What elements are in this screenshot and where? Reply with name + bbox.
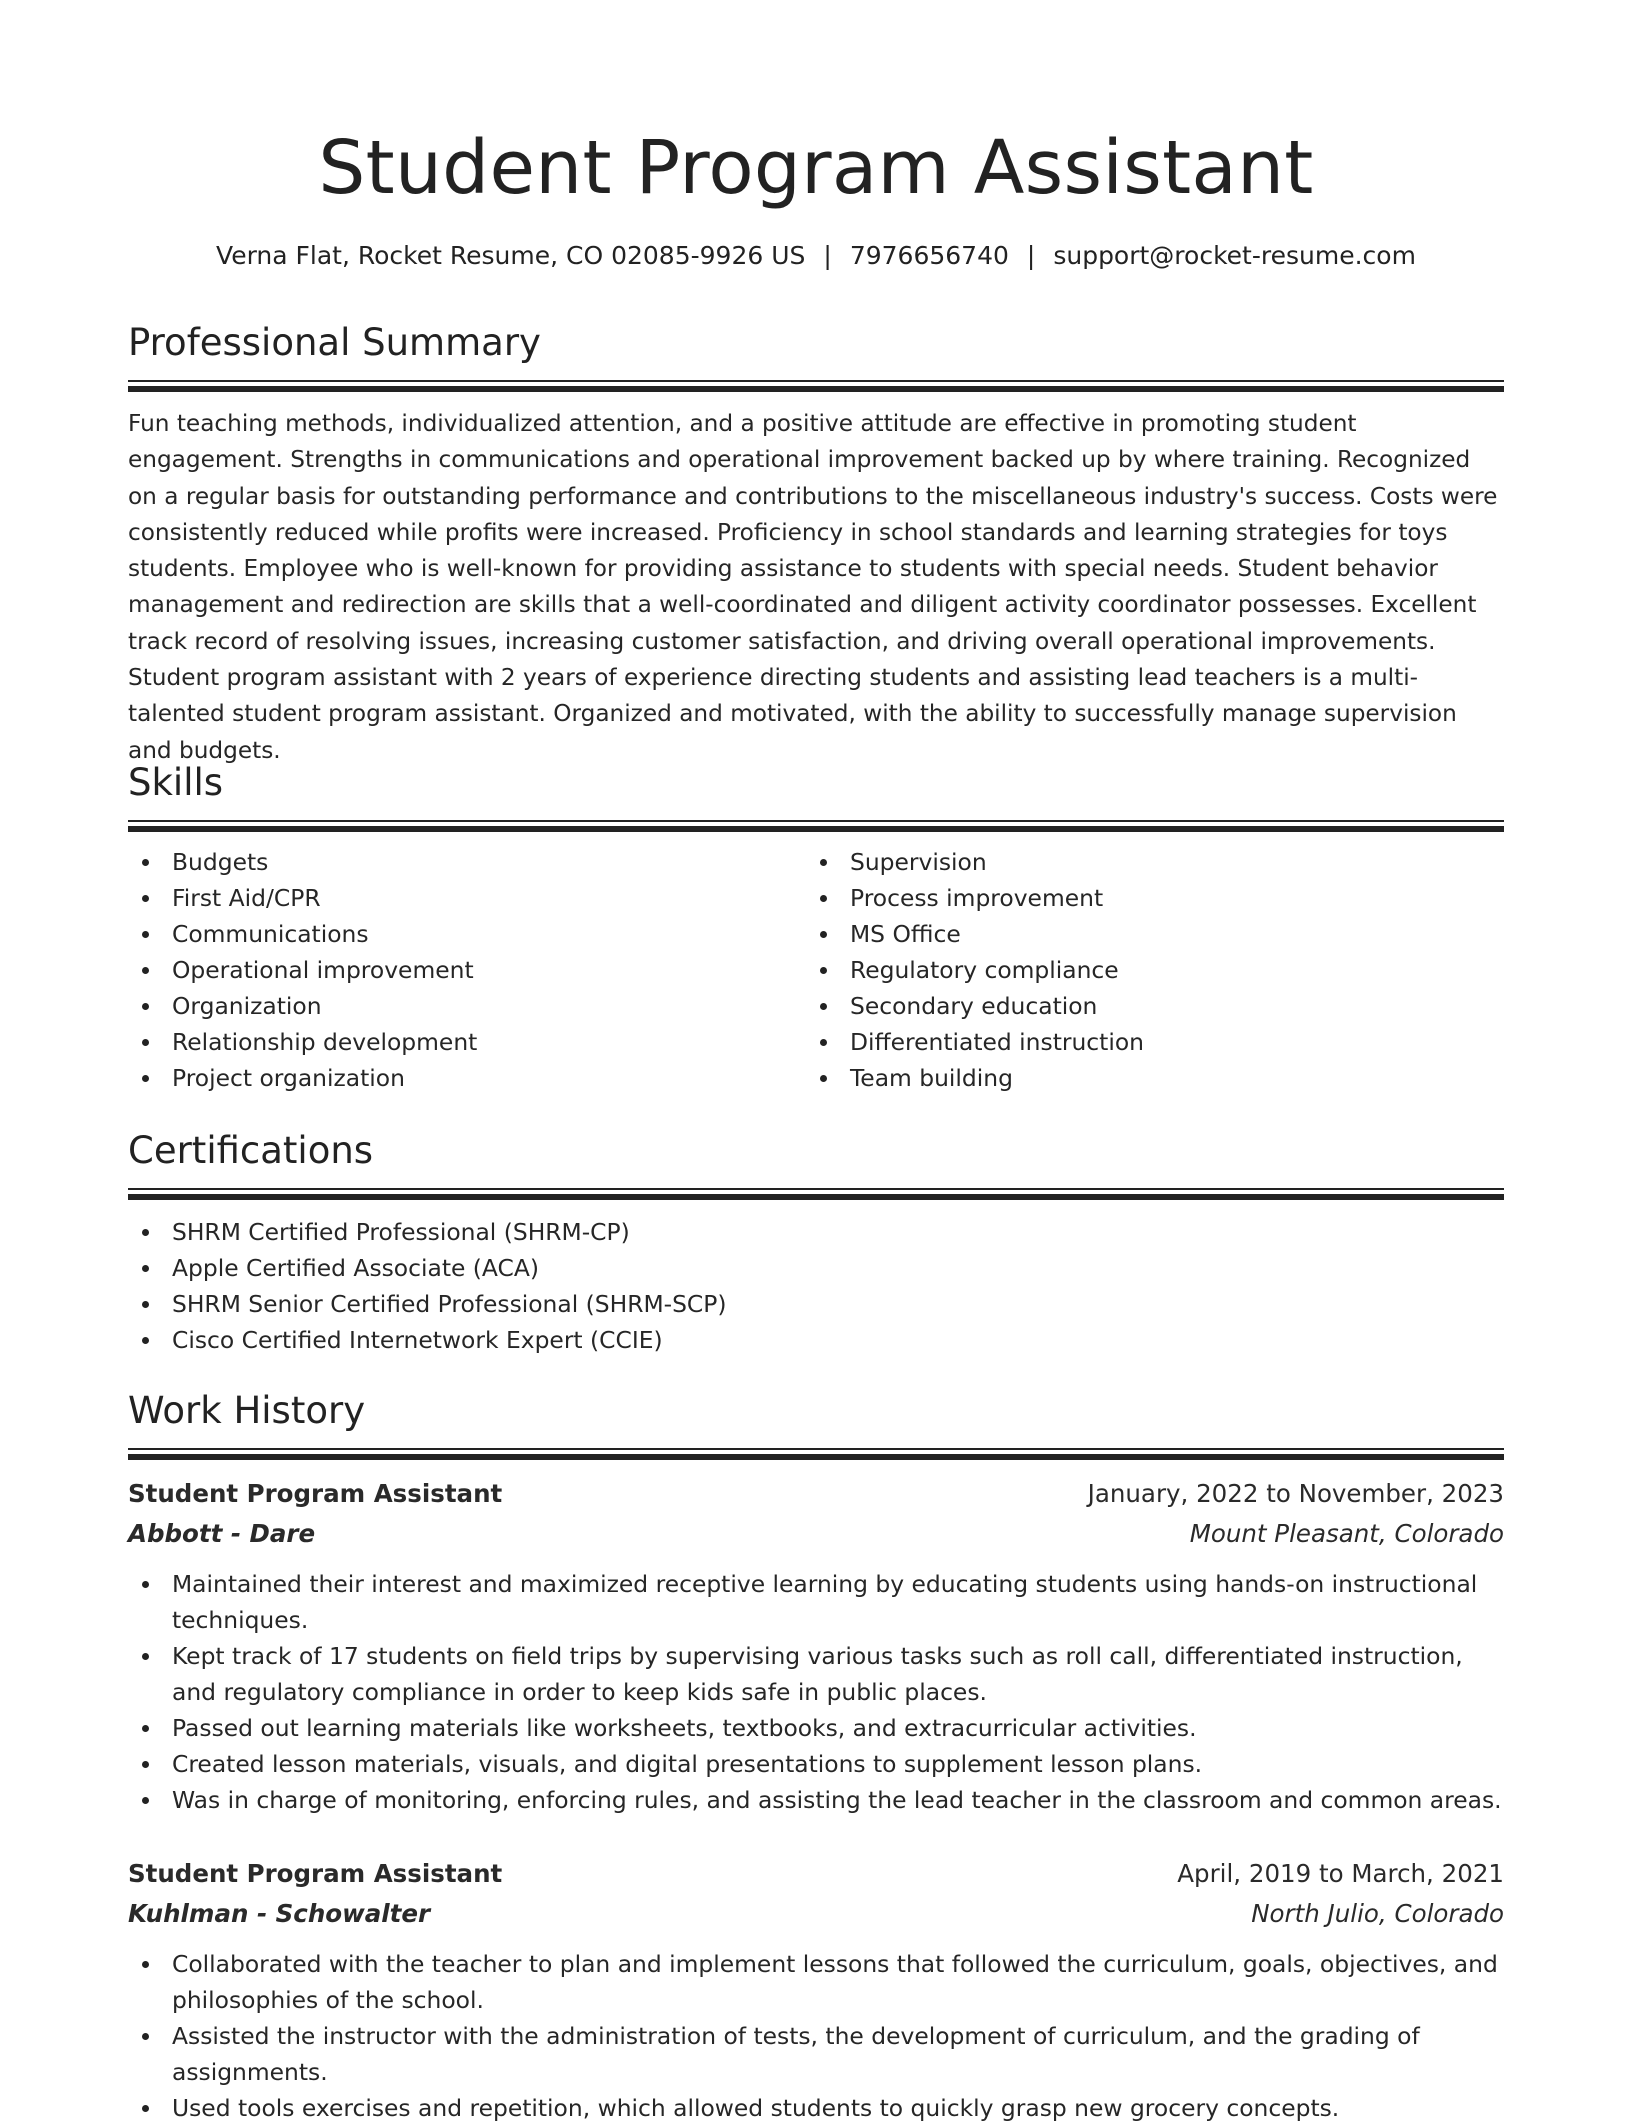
job-header — [128, 1474, 1504, 1514]
job-bullets — [128, 1566, 1504, 1818]
summary-section — [128, 318, 1504, 769]
skill-item: Organization — [128, 988, 806, 1024]
job-entry — [128, 1474, 1504, 1818]
section-divider — [128, 380, 1504, 392]
skill-item: Differentiated instruction — [806, 1024, 1484, 1060]
section-divider — [128, 1448, 1504, 1460]
skills-list-right — [806, 844, 1484, 1096]
contact-separator: | — [1026, 241, 1036, 270]
certifications-section — [128, 1126, 1504, 1358]
job-bullet: Was in charge of monitoring, enforcing rules, and assisting the lead teacher in the classroom and common areas. — [128, 1782, 1504, 1818]
skill-item: Secondary education — [806, 988, 1484, 1024]
skills-heading: Skills — [128, 761, 224, 804]
skill-item: First Aid/CPR — [128, 880, 806, 916]
certification-item: Cisco Certified Internetwork Expert (CCIE) — [128, 1322, 1504, 1358]
resume-title: Student Program Assistant — [318, 125, 1314, 211]
job-entry — [128, 1854, 1504, 2126]
skill-item: Budgets — [128, 844, 806, 880]
skill-item: MS Office — [806, 916, 1484, 952]
job-bullet: Created lesson materials, visuals, and digital presentations to supplement lesson plans. — [128, 1746, 1504, 1782]
skills-list-left — [128, 844, 806, 1096]
skill-item: Supervision — [806, 844, 1484, 880]
skills-section — [128, 758, 1504, 1096]
skill-item: Operational improvement — [128, 952, 806, 988]
work-history-section — [128, 1386, 1504, 1460]
contact-email: support@rocket-resume.com — [1053, 241, 1416, 270]
job-bullet: Kept track of 17 students on field trips by supervising various tasks such as roll call, differentiated instruction, and regulatory compliance in order to keep kids safe in public places. — [128, 1638, 1504, 1710]
job-header — [128, 1854, 1504, 1894]
job-dates: January, 2022 to November, 2023 — [1087, 1479, 1504, 1508]
certifications-list — [128, 1214, 1504, 1358]
certification-item: Apple Certified Associate (ACA) — [128, 1250, 1504, 1286]
contact-separator: | — [823, 241, 832, 270]
skill-item: Project organization — [128, 1060, 806, 1096]
summary-text: Fun teaching methods, individualized attention, and a positive attitude are effective in promoting student engagement. Strengths in communications and operational improvement backed up by where training. Recognized on a regular basis for outstanding performance and contributions to the miscellaneous industry's success. Costs were consistently reduced while profits were increased. Proficiency in school standards and learning strategies for toys students. Employee who is well-known for providing assistance to students with special needs. Student behavior management and redirection are skills that a well-coordinated and diligent activity coordinator possesses. Excellent track record of resolving issues, increasing customer satisfaction, and driving overall operational improvements. Student program assistant with 2 years of experience directing students and assisting lead teachers is a multi-talented student program assistant. Organized and motivated, with the ability to successfully manage supervision and budgets. — [128, 410, 1498, 764]
job-bullet: Assisted the instructor with the administration of tests, the development of curriculum, and the grading of assignments. — [128, 2018, 1504, 2090]
contact-line — [128, 238, 1504, 274]
job-bullet: Collaborated with the teacher to plan and implement lessons that followed the curriculum, goals, objectives, and philosophies of the school. — [128, 1946, 1504, 2018]
job-bullet: Passed out learning materials like worksheets, textbooks, and extracurricular activities. — [128, 1710, 1504, 1746]
skill-item: Relationship development — [128, 1024, 806, 1060]
certification-item: SHRM Senior Certified Professional (SHRM-SCP) — [128, 1286, 1504, 1322]
job-dates: April, 2019 to March, 2021 — [1177, 1859, 1504, 1888]
skill-item: Process improvement — [806, 880, 1484, 916]
certification-item: SHRM Certified Professional (SHRM-CP) — [128, 1214, 1504, 1250]
skill-item: Team building — [806, 1060, 1484, 1096]
skill-item: Regulatory compliance — [806, 952, 1484, 988]
section-divider — [128, 820, 1504, 832]
job-bullet: Used tools exercises and repetition, which allowed students to quickly grasp new grocery concepts. — [128, 2090, 1504, 2126]
job-bullets — [128, 1946, 1504, 2126]
job-subheader — [128, 1894, 1504, 1934]
job-company: Kuhlman - Schowalter — [128, 1899, 431, 1928]
skill-item: Communications — [128, 916, 806, 952]
skills-columns — [128, 844, 1504, 1096]
job-company: Abbott - Dare — [128, 1519, 316, 1548]
contact-phone: 7976656740 — [849, 241, 1009, 270]
work-history-heading: Work History — [128, 1389, 366, 1432]
job-title: Student Program Assistant — [128, 1479, 503, 1508]
job-subheader — [128, 1514, 1504, 1554]
job-location: Mount Pleasant, Colorado — [1189, 1519, 1504, 1548]
job-bullet: Maintained their interest and maximized receptive learning by educating students using hands-on instructional techniques. — [128, 1566, 1504, 1638]
summary-heading: Professional Summary — [128, 321, 541, 364]
job-title: Student Program Assistant — [128, 1859, 503, 1888]
certifications-heading: Certifications — [128, 1129, 374, 1172]
contact-address: Verna Flat, Rocket Resume, CO 02085-9926 US — [216, 241, 806, 270]
section-divider — [128, 1188, 1504, 1200]
job-location: North Julio, Colorado — [1251, 1899, 1504, 1928]
